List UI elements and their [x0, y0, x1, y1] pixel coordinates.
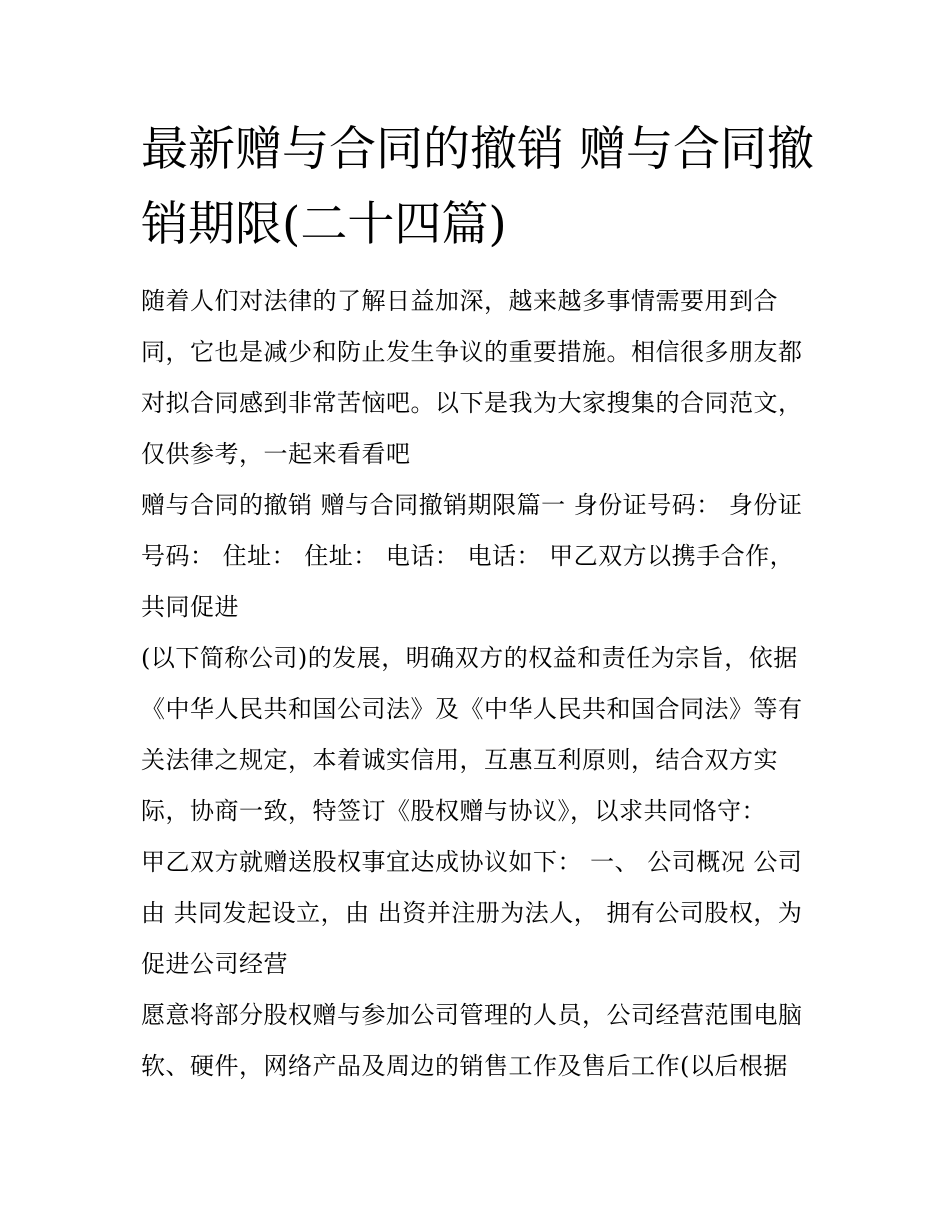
- paragraph-parties: 赠与合同的撤销 赠与合同撤销期限篇一 身份证号码： 身份证号码： 住址： 住址： 电话： 电话： 甲乙双方以携手合作，共同促进: [141, 491, 803, 621]
- document-body: [141, 276, 817, 1092]
- paragraph-intro: 随着人们对法律的了解日益加深，越来越多事情需要用到合同，它也是减少和防止发生争议的重要措施。相信很多朋友都对拟合同感到非常苦恼吧。以下是我为大家搜集的合同范文，仅供参考，一起来看看吧: [141, 287, 803, 468]
- document-title: 最新赠与合同的撤销 赠与合同撤销期限(二十四篇): [141, 122, 814, 252]
- paragraph-purpose: (以下简称公司)的发展，明确双方的权益和责任为宗旨，依据《中华人民共和国公司法》及《中华人民共和国合同法》等有关法律之规定，本着诚实信用，互惠互利原则，结合双方实际，协商一致，特签订《股权赠与协议》，以求共同恪守：: [141, 644, 803, 825]
- paragraph-agreement: 甲乙双方就赠送股权事宜达成协议如下： 一、 公司概况 公司由 共同发起设立，由 出资并注册为法人， 拥有公司股权，为促进公司经营: [141, 848, 803, 978]
- paragraph-scope: 愿意将部分股权赠与参加公司管理的人员，公司经营范围电脑软、硬件，网络产品及周边的销售工作及售后工作(以后根据: [141, 1001, 803, 1080]
